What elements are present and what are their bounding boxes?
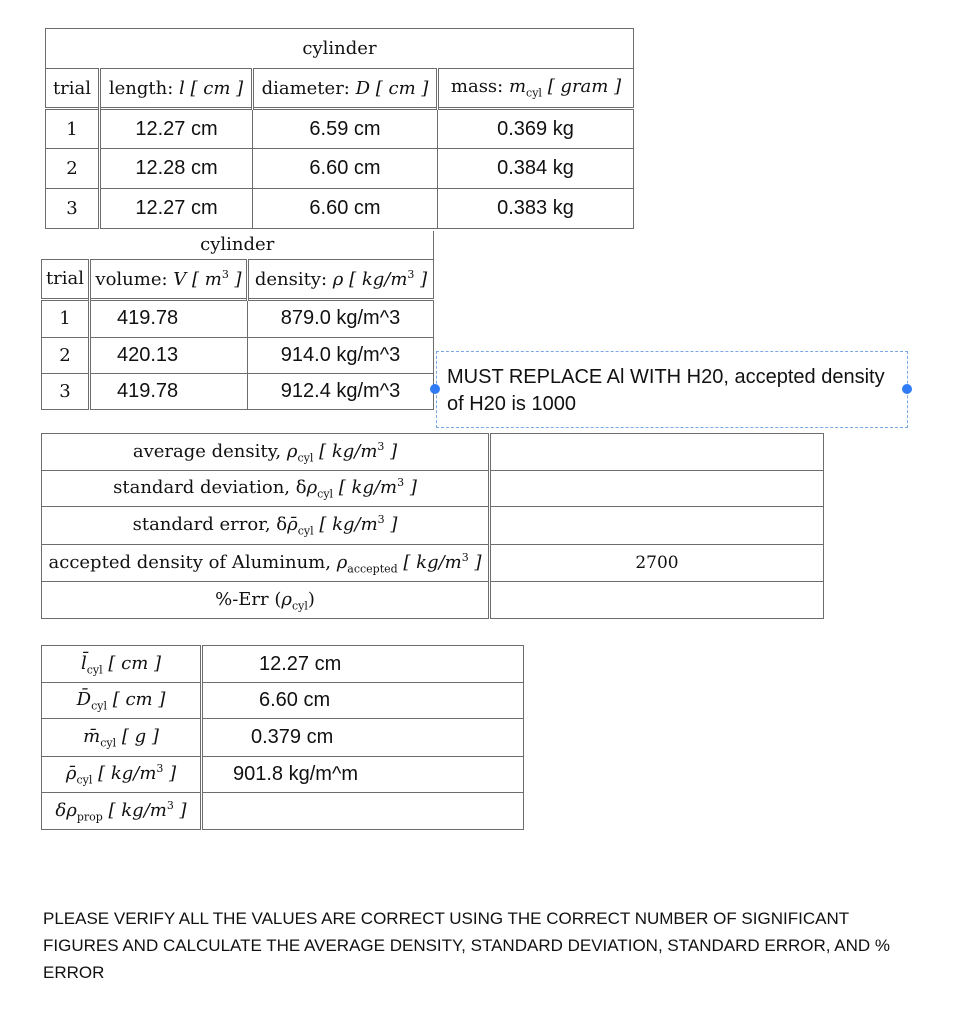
value-avg-mass[interactable]: 0.379 cm: [202, 719, 524, 757]
trial-cell: 3: [46, 189, 100, 229]
label-percent-error: %-Err $(\rho_{cyl})$: [42, 582, 490, 619]
value-avg-diameter[interactable]: 6.60 cm: [202, 683, 524, 719]
table-title: cylinder: [46, 29, 634, 69]
table-row: [42, 337, 434, 373]
table-row: [42, 582, 824, 619]
value-average-density[interactable]: [490, 434, 824, 471]
table-row: [46, 109, 634, 149]
header-mass: mass: $m_{cyl}$ [ gram ]: [438, 69, 634, 109]
label-prop-uncertainty: $\delta\rho_{prop}$ [ $kg/m^3$ ]: [42, 793, 202, 830]
mass-cell[interactable]: 0.383 kg: [438, 189, 634, 229]
table-row: [42, 373, 434, 409]
resize-handle-right[interactable]: [902, 384, 912, 394]
label-avg-mass: $m̄_{cyl}$ [ g ]: [42, 719, 202, 757]
table-row: [42, 719, 524, 757]
table-row: [42, 757, 524, 793]
mass-cell[interactable]: 0.384 kg: [438, 149, 634, 189]
trial-cell: 1: [46, 109, 100, 149]
volume-cell[interactable]: 419.78: [90, 299, 248, 337]
note-text-box[interactable]: [436, 351, 908, 428]
trial-cell: 3: [42, 373, 90, 409]
table-row: [42, 299, 434, 337]
density-cell[interactable]: 914.0 kg/m^3: [248, 337, 434, 373]
volume-cell[interactable]: 420.13: [90, 337, 248, 373]
label-avg-diameter: $D̄_{cyl}$ [ cm ]: [42, 683, 202, 719]
trial-cell: 1: [42, 299, 90, 337]
table-row: [42, 683, 524, 719]
table-row: [42, 793, 524, 830]
diameter-cell[interactable]: 6.60 cm: [253, 149, 438, 189]
label-avg-length: $l̄_{cyl}$ [ cm ]: [42, 646, 202, 683]
table-density-statistics: [41, 433, 824, 619]
label-standard-error: standard error, $\delta\rhō_{cyl}$ [ $kg/m^3$ ]: [42, 507, 490, 545]
header-trial: trial: [42, 259, 90, 299]
diameter-cell[interactable]: 6.59 cm: [253, 109, 438, 149]
note-text[interactable]: MUST REPLACE Al WITH H20, accepted density of H20 is 1000: [447, 366, 885, 415]
table-row: [42, 434, 824, 471]
volume-cell[interactable]: 419.78: [90, 373, 248, 409]
density-cell[interactable]: 879.0 kg/m^3: [248, 299, 434, 337]
header-trial: trial: [46, 69, 100, 109]
table-averages: [41, 645, 524, 830]
length-cell[interactable]: 12.27 cm: [100, 189, 253, 229]
resize-handle-left[interactable]: [430, 384, 440, 394]
table-cylinder-density: [41, 231, 434, 410]
label-average-density: average density, $\rho_{cyl}$ [ $kg/m^3$ ]: [42, 434, 490, 471]
value-percent-error[interactable]: [490, 582, 824, 619]
table-cylinder-measurements: [45, 28, 634, 229]
table-row: [42, 471, 824, 507]
header-density: density: ρ [ $kg/m^3$ ]: [248, 259, 434, 299]
table-row: [42, 545, 824, 582]
value-avg-length[interactable]: 12.27 cm: [202, 646, 524, 683]
value-avg-density[interactable]: 901.8 kg/m^m: [202, 757, 524, 793]
label-avg-density: $\rhō_{cyl}$ [ $kg/m^3$ ]: [42, 757, 202, 793]
table-title: cylinder: [42, 231, 434, 259]
header-length: length: l [ cm ]: [100, 69, 253, 109]
trial-cell: 2: [42, 337, 90, 373]
density-cell[interactable]: 912.4 kg/m^3: [248, 373, 434, 409]
length-cell[interactable]: 12.28 cm: [100, 149, 253, 189]
value-standard-deviation[interactable]: [490, 471, 824, 507]
header-volume: volume: V [ $m^3$ ]: [90, 259, 248, 299]
table-row: [46, 189, 634, 229]
label-standard-deviation: standard deviation, $\delta\rho_{cyl}$ [ $kg/m^3$ ]: [42, 471, 490, 507]
value-prop-uncertainty[interactable]: [202, 793, 524, 830]
mass-cell[interactable]: 0.369 kg: [438, 109, 634, 149]
label-accepted-density: accepted density of Aluminum, $\rho_{accepted}$ [ $kg/m^3$ ]: [42, 545, 490, 582]
value-standard-error[interactable]: [490, 507, 824, 545]
table-row: [46, 149, 634, 189]
table-row: [42, 646, 524, 683]
table-row: [42, 507, 824, 545]
header-diameter: diameter: D [ cm ]: [253, 69, 438, 109]
trial-cell: 2: [46, 149, 100, 189]
diameter-cell[interactable]: 6.60 cm: [253, 189, 438, 229]
length-cell[interactable]: 12.27 cm: [100, 109, 253, 149]
instructions-text: PLEASE VERIFY ALL THE VALUES ARE CORRECT USING THE CORRECT NUMBER OF SIGNIFICANT FIGURES AND CALCULATE THE AVERAGE DENSITY, STANDARD DEVIATION, STANDARD ERROR, AND % ERROR: [43, 909, 891, 982]
value-accepted-density[interactable]: 2700: [490, 545, 824, 582]
